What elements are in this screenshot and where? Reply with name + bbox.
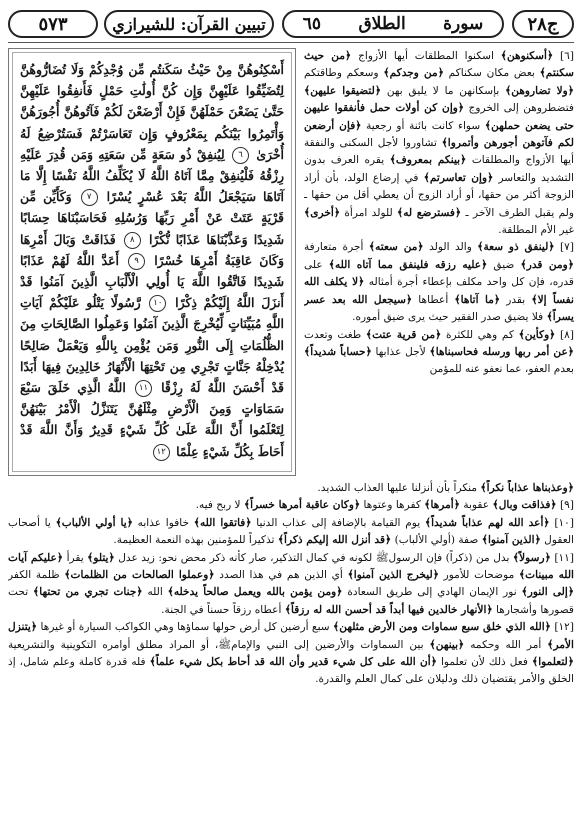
commentary-text: لأجل عذابها <box>371 345 430 358</box>
quoted-verse-phrase: ﴿أخرى﴾ <box>304 206 341 219</box>
commentary-text: تشاوروا لأجل السكنى والنفقة أيها الأزواج والمطلقات <box>304 137 574 167</box>
quoted-verse-phrase: ﴿فسترضع له﴾ <box>397 206 462 219</box>
quoted-verse-phrase: ﴿عليكم آيات الله مبينات﴾ <box>8 551 574 582</box>
commentary-text: عقوبة <box>459 499 493 512</box>
quoted-verse-phrase: ﴿من وجدكم﴾ <box>383 67 444 80</box>
commentary-text: [١١] <box>550 551 574 564</box>
commentary-text: وسعكم وطاقتكم <box>304 67 384 80</box>
verse-number-marker: ١٢ <box>153 444 170 461</box>
verse-text: لِيُنفِقْ ذُو سَعَةٍ مِّن سَعَتِهِ وَمَن قُدِرَ عَلَيْهِ رِزْقُهُ فَلْيُنفِقْ مِمَّا آتَاهُ اللَّهُ لَا يُكَلِّفُ اللَّهُ نَفْسًا إِلَّا مَا آتَاهَا سَيَجْعَلُ اللَّهُ بَعْدَ عُسْرٍ يُسْرًا <box>20 146 284 205</box>
verse-text: وَكَأَيِّن مِّن قَرْيَةٍ عَتَتْ عَنْ أَمْرِ رَبِّهَا وَرُسُلِهِ فَحَاسَبْنَاهَا حِسَابًا شَدِيدًا وَعَذَّبْنَاهَا عَذَابًا نُّكْرًا <box>20 189 284 247</box>
commentary-full-width <box>8 480 574 826</box>
commentary-text: في إرضاع الولد، بأن أراد الزوجة أكثر من حقها، أو أراد الزوج أن يعطي أقل من حقها ـ ولم يقبل الطرف الآخر ـ <box>304 171 574 219</box>
quoted-verse-phrase: ﴿يا أولي الألباب﴾ <box>55 516 133 529</box>
quoted-verse-phrase: ﴿فذاقت وبال﴾ <box>492 499 557 512</box>
quoted-verse-phrase: ﴿عن أمر ربها ورسله فحاسبناها﴾ <box>429 345 574 358</box>
commentary-text: بعض مكان سكناكم <box>443 67 540 80</box>
commentary-text: صفة (أولي الألباب) <box>391 534 482 547</box>
page-header <box>8 6 574 42</box>
commentary-text: بقدر <box>500 293 532 306</box>
quoted-verse-phrase: ﴿سيجعل الله بعد عسر يسراً﴾ <box>304 293 574 324</box>
quoted-verse-phrase: ﴿لتضيقوا عليهن﴾ <box>304 84 382 97</box>
quoted-verse-phrase: ﴿رسولاً﴾ <box>512 551 551 564</box>
verse-text: فَذَاقَتْ وَبَالَ أَمْرِهَا وَكَانَ عَاقِبَةُ أَمْرِهَا خُسْرًا <box>20 231 284 268</box>
verse-text: اللَّهُ الَّذِي خَلَقَ سَبْعَ سَمَاوَاتٍ وَمِنَ الْأَرْضِ مِثْلَهُنَّ يَتَنَزَّلُ الْأَمْرُ بَيْنَهُنَّ لِتَعْلَمُوا أَنَّ اللَّهَ عَلَىٰ كُلِّ شَيْءٍ قَدِيرٌ وَأَنَّ اللَّهَ قَدْ أَحَاطَ بِكُلِّ شَيْءٍ عِلْمًا <box>20 380 284 459</box>
commentary-text: بعدم العفو، عما نعفو عنه للمؤمن <box>429 363 574 376</box>
quoted-verse-phrase: ﴿أعد الله لهم عذاباً شديداً﴾ <box>424 516 550 529</box>
quoted-verse-phrase: ﴿بينكم بمعروف﴾ <box>389 154 467 167</box>
commentary-text: سواء كانت بائنة أو رجعية <box>361 119 485 132</box>
quoted-verse-phrase: ﴿ومن يؤمن بالله ويعمل صالحاً يدخله﴾ <box>167 586 343 599</box>
verse-text: أَسْكِنُوهُنَّ مِنْ حَيْثُ سَكَنتُم مِّن وُجْدِكُمْ وَلَا تُضَارُّوهُنَّ لِتُضَيِّقُوا عَلَيْهِنَّ وَإِن كُنَّ أُولَٰتِ حَمْلٍ فَأَنفِقُوا عَلَيْهِنَّ حَتَّىٰ يَضَعْنَ حَمْلَهُنَّ فَإِنْ أَرْضَعْنَ لَكُمْ فَآتُوهُنَّ أُجُورَهُنَّ وَأْتَمِرُوا بَيْنَكُم بِمَعْرُوفٍ وَإِن تَعَاسَرْتُمْ فَسَتُرْضِعُ لَهُ أُخْرَىٰ <box>20 62 284 162</box>
quoted-verse-phrase: ﴿أن الله على كل شيء قدير وأن الله قد أحاط بكل شيء علماً﴾ <box>149 656 437 669</box>
commentary-text: يوم القيامة بالإضافة إلى عذاب الدنيا <box>251 516 425 529</box>
commentary-paragraph <box>8 550 574 620</box>
commentary-text: أمر الله وحكمه <box>464 638 548 651</box>
commentary-text: موضحات للأمور <box>438 569 519 582</box>
quoted-verse-phrase: ﴿فاتقوا الله﴾ <box>193 516 252 529</box>
quoted-verse-phrase: ﴿وكان عاقبة أمرها خسراً﴾ <box>243 499 361 512</box>
surah-name: الطلاق <box>358 14 406 34</box>
verse-number-marker: ١٠ <box>149 295 166 312</box>
quoted-verse-phrase: ﴿قد أنزل الله إليكم ذكراً﴾ <box>277 534 392 547</box>
commentary-paragraph <box>304 239 574 326</box>
commentary-text: يا أصحاب العقول <box>8 516 574 547</box>
quoted-verse-phrase: ﴿أمرها﴾ <box>424 499 460 512</box>
commentary-text: [٦] <box>553 50 574 62</box>
commentary-text: يقرأ <box>63 551 88 564</box>
book-title: تبيين القرآن: للشيرازي <box>104 10 274 38</box>
commentary-text: سبع أرضين كل أرض حولها سماؤها وهي الكواكب السيارة أو غيرها <box>37 621 334 634</box>
quoted-verse-phrase: ﴿وعذبناها عذاباً نكراً﴾ <box>480 482 574 494</box>
quoted-verse-phrase: ﴿يتلو﴾ <box>87 551 115 564</box>
verse-text: رَّسُولًا يَتْلُو عَلَيْكُمْ آيَاتِ اللَّهِ مُبَيِّنَاتٍ لِّيُخْرِجَ الَّذِينَ آمَنُوا وَعَمِلُوا الصَّالِحَاتِ مِنَ الظُّلُمَاتِ إِلَى النُّورِ وَمَن يُؤْمِن بِاللَّهِ وَيَعْمَلْ صَالِحًا يُدْخِلْهُ جَنَّاتٍ تَجْرِي مِن تَحْتِهَا الْأَنْهَارُ خَالِدِينَ فِيهَا أَبَدًا قَدْ أَحْسَنَ اللَّهُ لَهُ رِزْقًا <box>20 295 284 396</box>
quoted-verse-phrase: ﴿يتنزل الأمر﴾ <box>8 621 574 651</box>
page-number: ٥٧٣ <box>8 10 98 38</box>
commentary-text: [٩] <box>556 499 574 512</box>
commentary-text: على قدره، فإن كل واحد مكلف بإعطاء أجرة أمثاله <box>304 258 574 289</box>
quoted-verse-phrase: ﴿جنات تجري من تحتها﴾ <box>33 586 143 599</box>
quoted-verse-phrase: ﴿حساباً شديداً﴾ <box>304 345 372 358</box>
juz-badge: ج٢٨ <box>512 10 574 38</box>
commentary-text: يقره العرف بدون التشديد والتعاسر <box>304 154 574 184</box>
verse-number-marker: ٨ <box>124 232 141 249</box>
quoted-verse-phrase: ﴿لينفق ذو سعة﴾ <box>477 241 555 254</box>
quoted-verse-phrase: ﴿لا يكلف الله نفساً إلا﴾ <box>304 276 574 306</box>
commentary-text: ظلمة الكفر <box>8 569 65 582</box>
commentary-paragraph <box>304 327 574 379</box>
commentary-text: بإسكانهن ما لا يليق بهن <box>381 84 506 97</box>
commentary-paragraph <box>8 515 574 550</box>
commentary-paragraph <box>304 48 574 239</box>
quoted-verse-phrase: ﴿وكأين﴾ <box>518 328 556 341</box>
surah-number: ٦٥ <box>302 14 322 34</box>
commentary-paragraph <box>8 497 574 514</box>
commentary-text: [١٠] <box>549 516 574 529</box>
commentary-text: للولد امرأة <box>340 206 398 219</box>
surah-title <box>282 10 504 38</box>
commentary-text: [١٢] <box>550 621 574 634</box>
commentary-text: فله قدرة كاملة وعلم شامل، إذ الخلق والأمر يقتضيان ذلك ودليلان على كمال العلم والقدرة. <box>8 656 574 686</box>
quoted-verse-phrase: ﴿ما آتاها﴾ <box>454 293 501 306</box>
commentary-text: غير الأم المطلقة. <box>498 224 574 237</box>
commentary-text: [٨] <box>555 328 574 341</box>
quoted-verse-phrase: ﴿لتعلموا﴾ <box>531 656 574 669</box>
commentary-text: كم وهي للكثرة <box>441 328 519 341</box>
verse-number-marker: ٩ <box>128 253 145 270</box>
commentary-text: بين السماوات والأرضين إلى النبي والإمامﷺ، أو المراد مطلق أوامره التكوينية والتشريعية <box>8 638 430 651</box>
quoted-verse-phrase: ﴿ولا تضاروهن﴾ <box>505 84 574 97</box>
commentary-column <box>304 48 574 478</box>
quran-verses <box>12 52 292 472</box>
commentary-text: نور الإيمان الهادي إلى طريق السعادة <box>342 586 522 599</box>
surah-label: سورة <box>443 14 484 34</box>
commentary-text: أعطاها <box>412 293 455 306</box>
quoted-verse-phrase: ﴿من حيث سكنتم﴾ <box>304 50 574 80</box>
quoted-verse-phrase: ﴿إلى النور﴾ <box>521 586 574 599</box>
commentary-text: منكراً بأن أنزلنا عليها العذاب الشديد. <box>317 482 481 494</box>
verse-text: أَعَدَّ اللَّهُ لَهُمْ عَذَابًا شَدِيدًا فَاتَّقُوا اللَّهَ يَا أُولِي الْأَلْبَابِ الَّذِينَ آمَنُوا قَدْ أَنزَلَ اللَّهُ إِلَيْكُمْ ذِكْرًا <box>20 252 284 311</box>
commentary-text: كفرها وعتوها <box>360 499 425 512</box>
commentary-text: [٧] <box>554 241 574 254</box>
commentary-text: بدل من (ذكراً) فإن الرسولﷺ لكونه في كمال التذكير، صار كأنه ذكر محض نحو: زيد عدل <box>114 551 513 564</box>
commentary-text: والد الولد <box>423 241 478 254</box>
quoted-verse-phrase: ﴿ليخرج الذين آمنوا﴾ <box>347 569 439 582</box>
commentary-text: طغت وتعدت <box>304 328 366 341</box>
commentary-text: أجرة متعارفة <box>304 241 369 254</box>
verse-number-marker: ١١ <box>135 380 152 397</box>
quoted-verse-phrase: ﴿الله الذي خلق سبع سماوات ومن الأرض مثلهن﴾ <box>333 621 551 634</box>
header-divider <box>8 42 574 43</box>
quoted-verse-phrase: ﴿أسكنوهن﴾ <box>500 50 554 62</box>
quoted-verse-phrase: ﴿وإن كن أولات حمل فأنفقوا عليهن حتى يضعن حملهن﴾ <box>304 102 574 132</box>
quoted-verse-phrase: ﴿فإن أرضعن لكم فآتوهن أجورهن وأتمروا﴾ <box>304 119 574 150</box>
quoted-verse-phrase: ﴿من قرية عتت﴾ <box>365 328 442 341</box>
commentary-text: فتضطروهن إلى الخروج <box>464 102 574 115</box>
quoted-verse-phrase: ﴿الذين آمنوا﴾ <box>481 534 541 547</box>
quoted-verse-phrase: ﴿وعملوا الصالحات من الظلمات﴾ <box>64 569 215 582</box>
commentary-text: ضيق <box>487 258 521 271</box>
commentary-text: فعل ذلك لأن تعلموا <box>436 656 532 669</box>
commentary-text: تحت قصورها وأشجارها <box>8 586 574 616</box>
commentary-text: فلا يضيق صدر الفقير حيث يرى ضيق أموره. <box>352 311 547 324</box>
quoted-verse-phrase: ﴿بينهن﴾ <box>429 638 465 651</box>
verse-number-marker: ٦ <box>232 147 249 164</box>
commentary-text: تذكيراً للمؤمنين بهذه النعمة العظيمة. <box>113 534 278 547</box>
verse-number-marker: ٧ <box>81 189 98 206</box>
quoted-verse-phrase: ﴿وإن تعاسرتم﴾ <box>423 171 494 184</box>
quoted-verse-phrase: ﴿الأنهار خالدين فيها أبداً قد أحسن الله له رزقاً﴾ <box>284 603 493 616</box>
quoted-verse-phrase: ﴿عليه رزقه فلينفق مما آتاه الله﴾ <box>328 258 488 271</box>
quoted-verse-phrase: ﴿ومن قدر﴾ <box>520 258 574 271</box>
commentary-text: اسكنوا المطلقات أيها الأزواج <box>351 50 501 62</box>
page <box>8 6 574 828</box>
commentary-text: خافوا عذابه <box>132 516 194 529</box>
commentary-text: لا ربح فيه. <box>195 499 244 512</box>
quoted-verse-phrase: ﴿من سعته﴾ <box>368 241 424 254</box>
commentary-text: أي الذين هم في هذا الصدد <box>214 569 348 582</box>
commentary-text: الله <box>142 586 168 599</box>
quran-text-box <box>8 48 296 476</box>
commentary-paragraph <box>8 619 574 689</box>
commentary-paragraph <box>8 480 574 497</box>
commentary-text: أعطاه رزقاً حسناً في الجنة. <box>161 603 285 616</box>
